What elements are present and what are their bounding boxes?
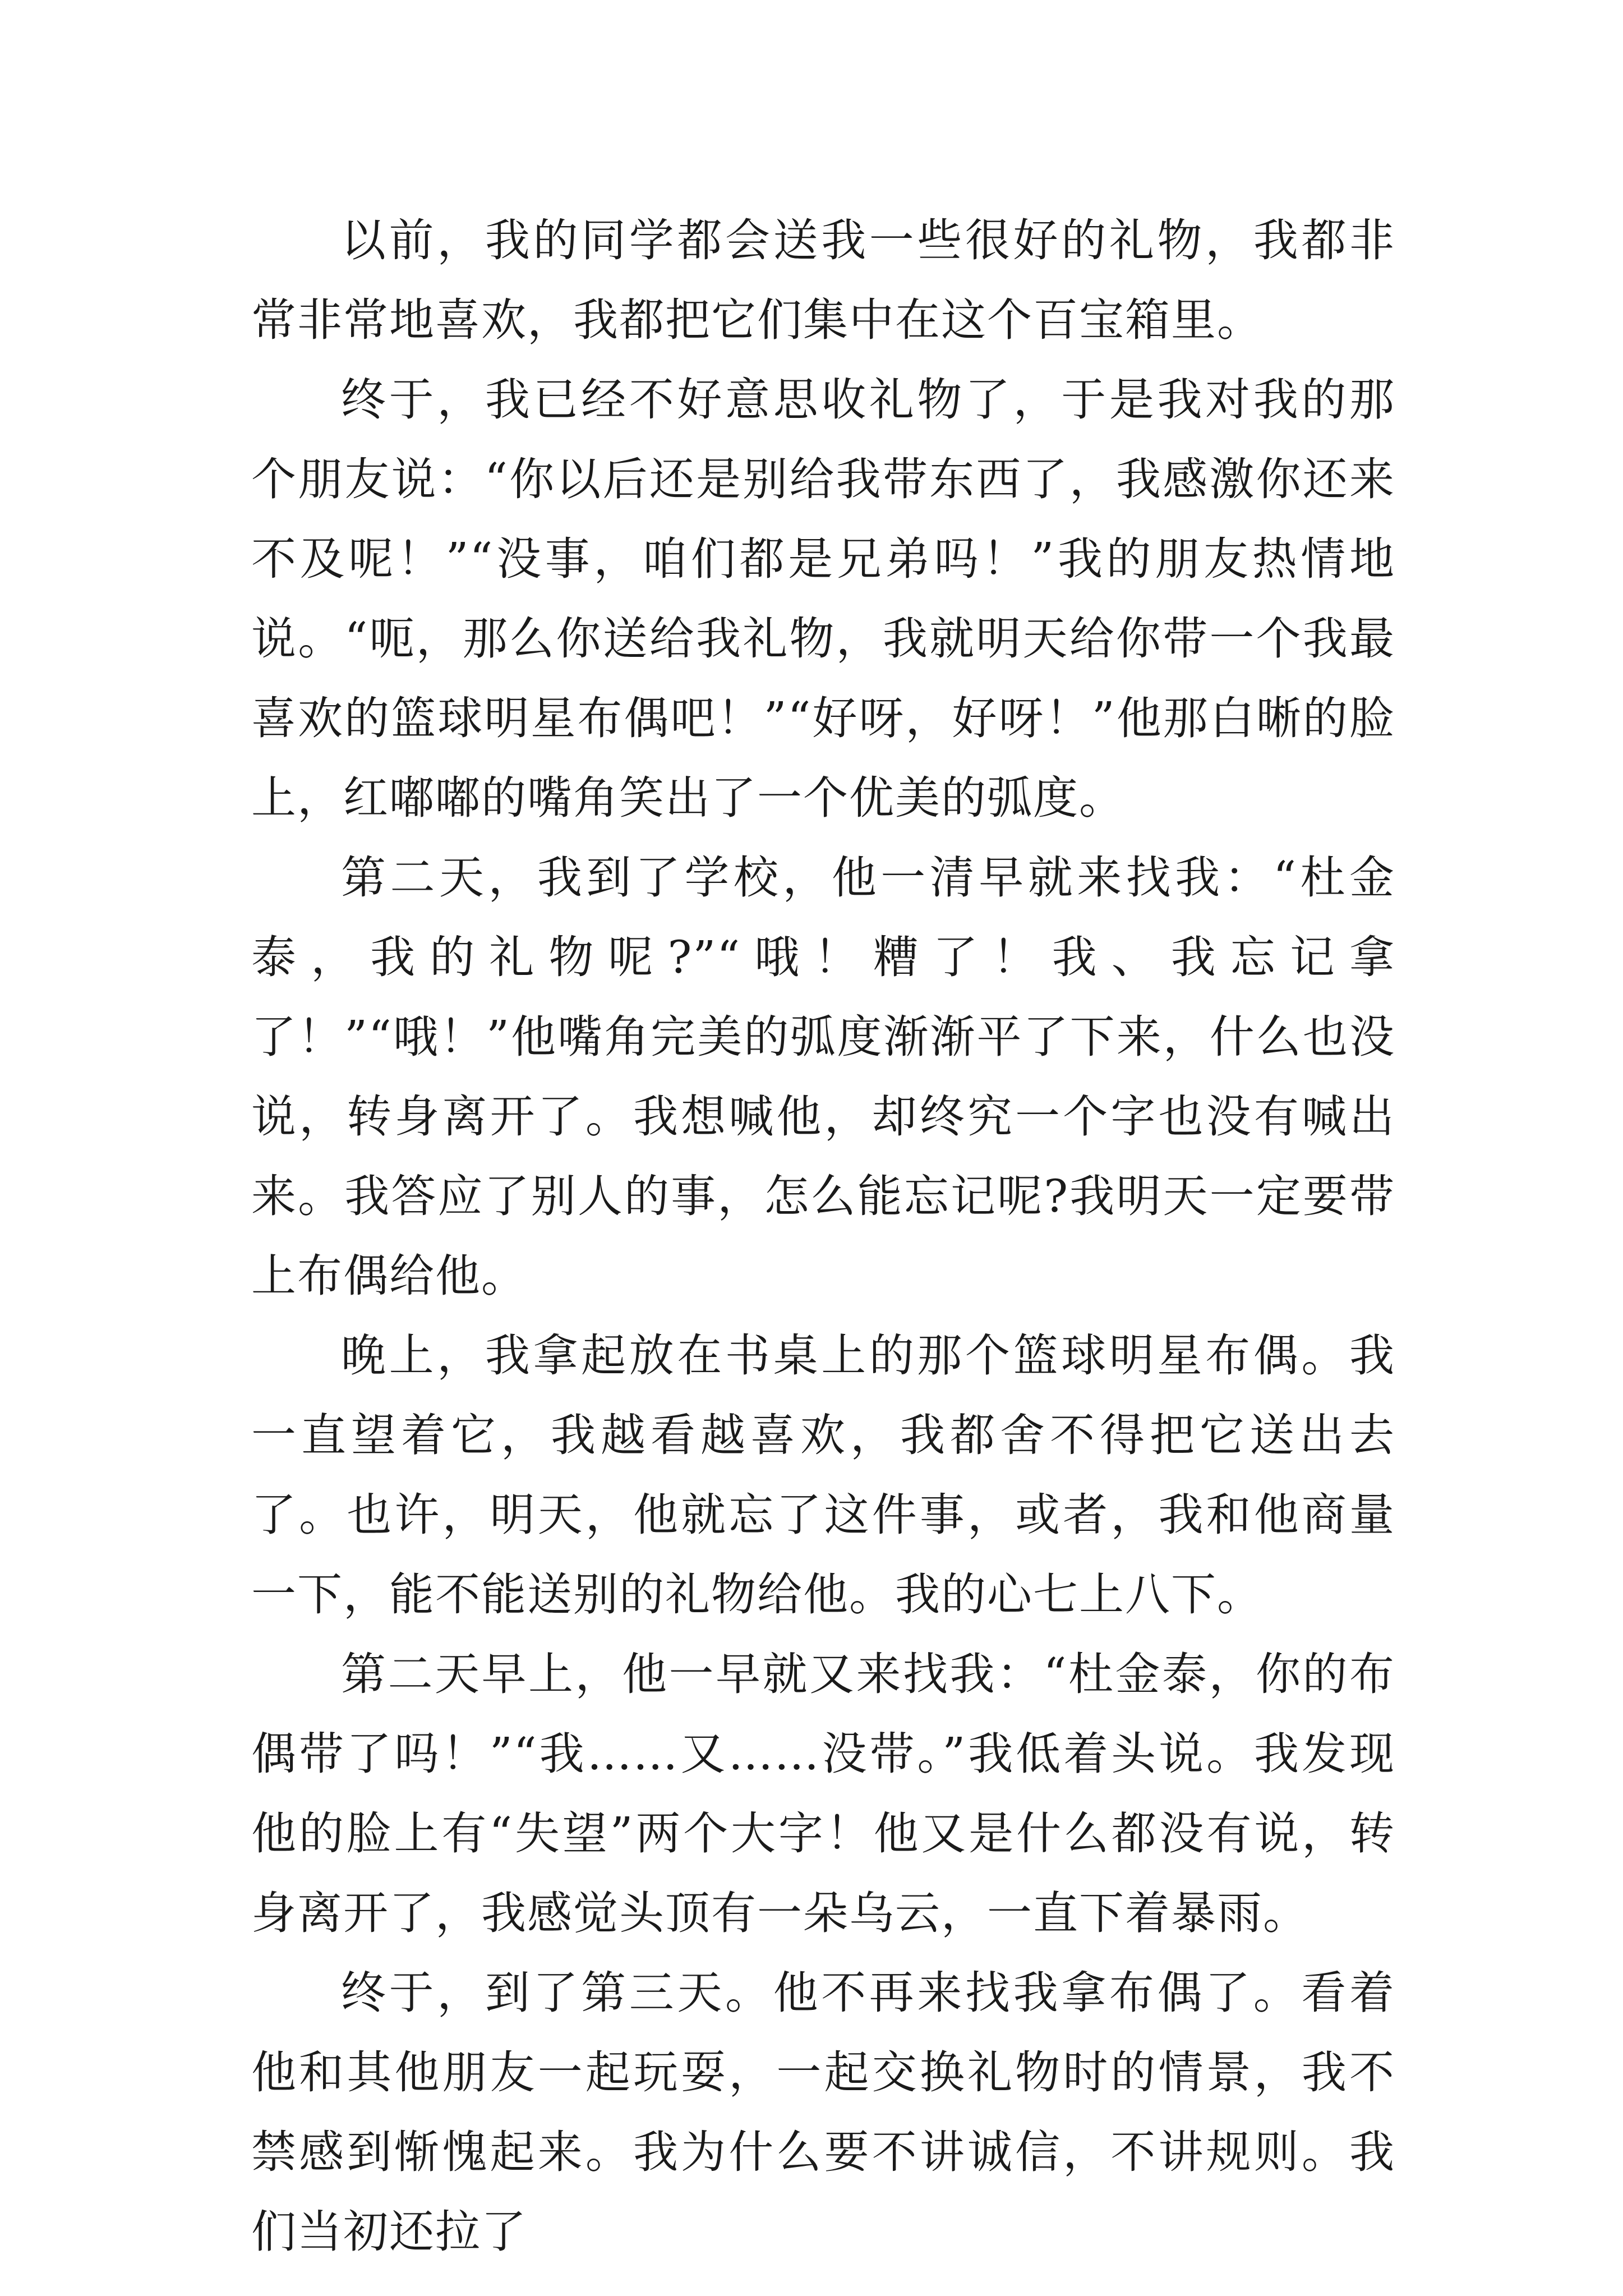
- body-text: [251, 201, 1395, 2272]
- paragraph-4: 晚上，我拿起放在书桌上的那个篮球明星布偶。我一直望着它，我越看越喜欢，我都舍不得把它送出去了。也许，明天，他就忘了这件事，或者，我和他商量一下，能不能送别的礼物给他。我的心七上八下。: [251, 1329, 1395, 1621]
- paragraph-1: 以前，我的同学都会送我一些很好的礼物，我都非常非常地喜欢，我都把它们集中在这个百宝箱里。: [251, 214, 1395, 346]
- paragraph-5: 第二天早上，他一早就又来找我：“杜金泰，你的布偶带了吗！”“我……又……没带。”我低着头说。我发现他的脸上有“失望”两个大字！他又是什么都没有说，转身离开了，我感觉头顶有一朵乌云，一直下着暴雨。: [251, 1648, 1395, 1939]
- paragraph-2: 终于，我已经不好意思收礼物了，于是我对我的那个朋友说：“你以后还是别给我带东西了，我感激你还来不及呢！”“没事，咱们都是兄弟吗！”我的朋友热情地说。“呃，那么你送给我礼物，我就明天给你带一个我最喜欢的篮球明星布偶吧！”“好呀，好呀！”他那白晰的脸上，红嘟嘟的嘴角笑出了一个优美的弧度。: [251, 374, 1395, 824]
- paragraph-3: 第二天，我到了学校，他一清早就来找我：“杜金泰，我的礼物呢?”“哦！糟了！我、我忘记拿了！”“哦！”他嘴角完美的弧度渐渐平了下来，什么也没说，转身离开了。我想喊他，却终究一个字也没有喊出来。我答应了别人的事，怎么能忘记呢?我明天一定要带上布偶给他。: [251, 852, 1395, 1302]
- paragraph-6: 终于，到了第三天。他不再来找我拿布偶了。看着他和其他朋友一起玩耍，一起交换礼物时的情景，我不禁感到惭愧起来。我为什么要不讲诚信，不讲规则。我们当初还拉了: [251, 1967, 1395, 2258]
